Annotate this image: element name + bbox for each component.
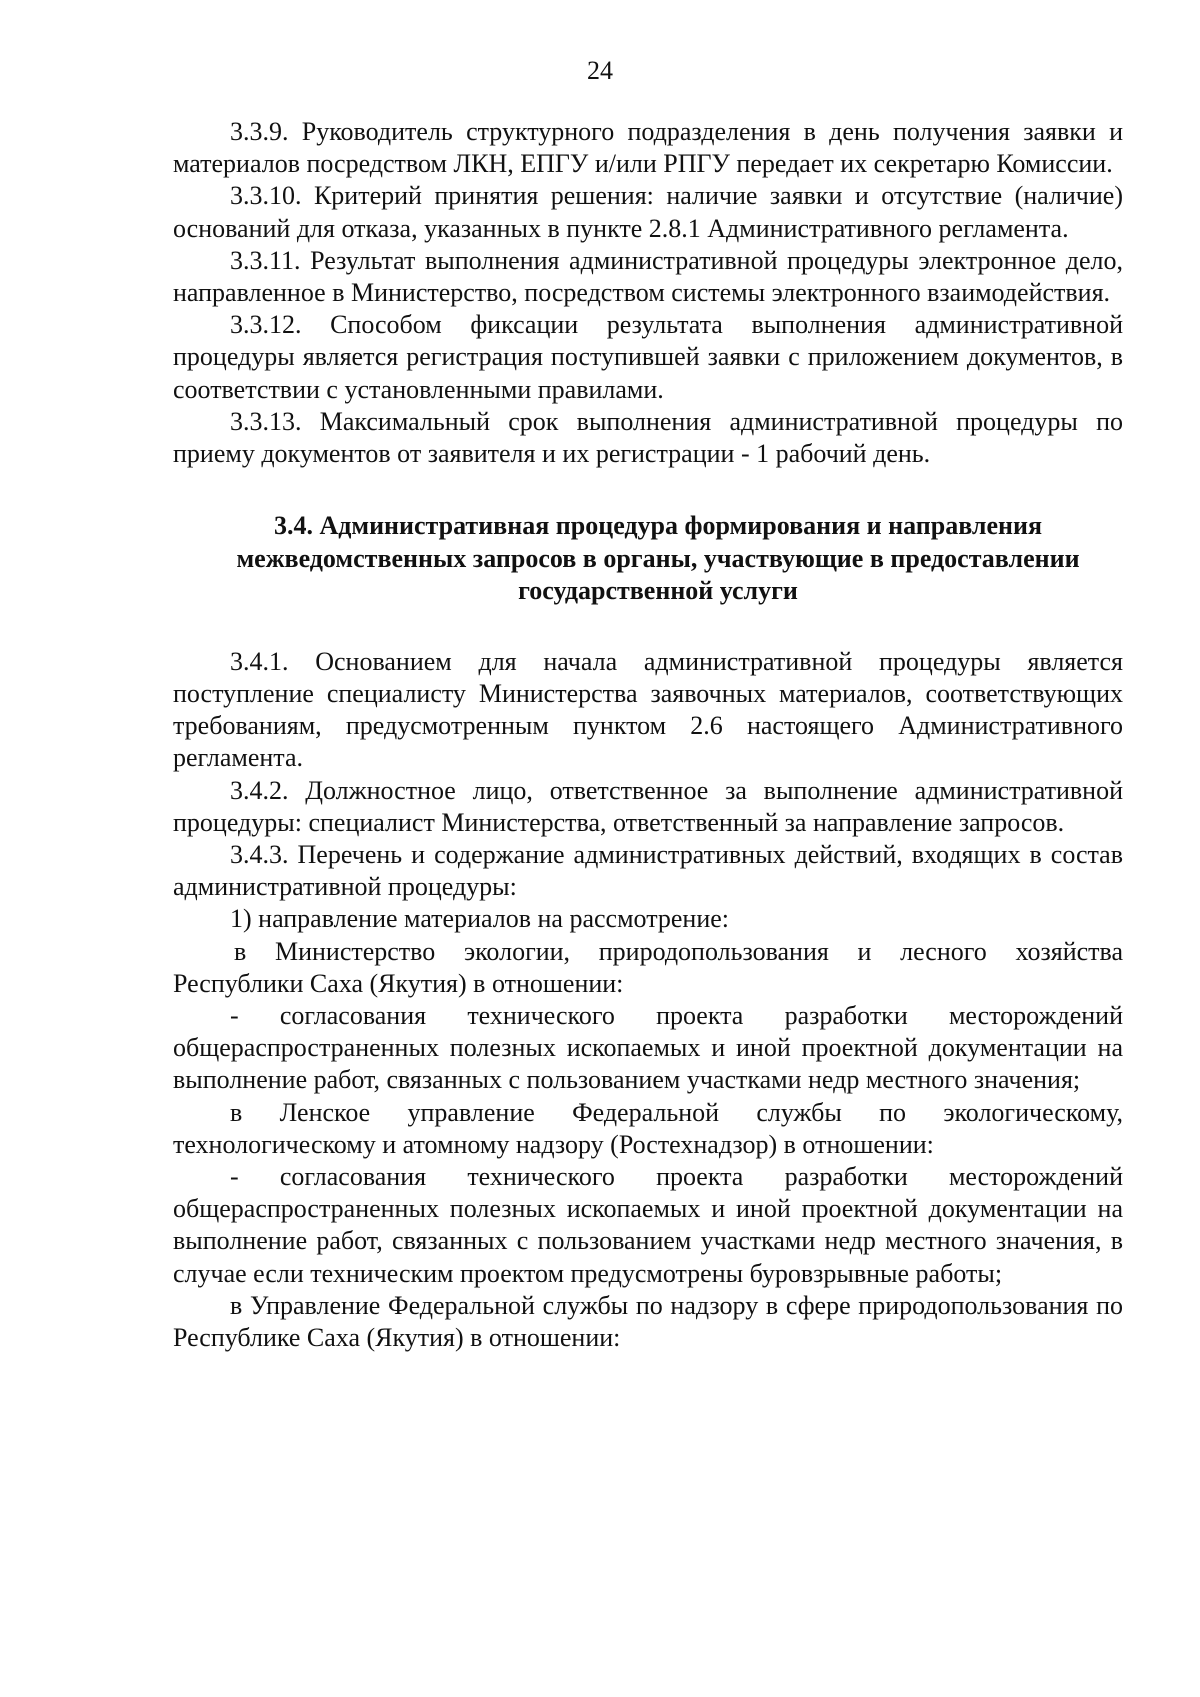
document-body xyxy=(173,116,1123,1354)
list-item-1: 1) направление материалов на рассмотрение: xyxy=(230,904,730,934)
paragraph-rostekhnadzor: в Ленское управление Федеральной службы по экологическому, технологическому и атомному надзору (Ростехнадзор) в отношении: xyxy=(173,1097,1123,1159)
paragraph-3-3-11: 3.3.11. Результат выполнения административной процедуры электронное дело, направленное в Министерство, посредством системы электронного взаимодействия. xyxy=(173,245,1123,308)
bullet-item-ecology: - согласования технического проекта разработки месторождений общераспространенных полезных ископаемых и иной проектной документации на выполнение работ, связанных с пользованием участками недр местного значения; xyxy=(173,1000,1123,1095)
paragraph-3-3-12: 3.3.12. Способом фиксации результата выполнения административной процедуры является регистрация поступившей заявки с приложением документов, в соответствии с установленными правилами. xyxy=(173,310,1123,404)
section-heading-3-4: 3.4. Административная процедура формирования и направления межведомственных запросов в органы, участвующие в предоставлении государственной услуги xyxy=(236,511,1080,606)
paragraph-3-3-13: 3.3.13. Максимальный срок выполнения административной процедуры по приему документов от заявителя и их регистрации - 1 рабочий день. xyxy=(173,406,1123,469)
paragraph-3-3-10: 3.3.10. Критерий принятия решения: наличие заявки и отсутствие (наличие) оснований для отказа, указанных в пункте 2.8.1 Административного регламента. xyxy=(173,181,1123,243)
paragraph-3-4-3: 3.4.3. Перечень и содержание административных действий, входящих в состав административной процедуры: xyxy=(173,839,1123,902)
paragraph-3-3-9: 3.3.9. Руководитель структурного подразделения в день получения заявки и материалов посредством ЛКН, ЕПГУ и/или РПГУ передает их секретарю Комиссии. xyxy=(173,117,1123,179)
paragraph-rosprirodnadzor: в Управление Федеральной службы по надзору в сфере природопользования по Республике Саха (Якутия) в отношении: xyxy=(173,1290,1123,1352)
page-number: 24 xyxy=(587,56,613,85)
paragraph-3-4-2: 3.4.2. Должностное лицо, ответственное за выполнение административной процедуры: специалист Министерства, ответственный за направление запросов. xyxy=(173,775,1123,837)
paragraph-ministry-ecology: в Министерство экологии, природопользования и лесного хозяйства Республики Саха (Якутия) в отношении: xyxy=(173,936,1123,998)
paragraph-3-4-1: 3.4.1. Основанием для начала административной процедуры является поступление специалисту Министерства заявочных материалов, соответствующих требованиям, предусмотренным пунктом 2.6 настоящего Административного регламента. xyxy=(173,646,1123,773)
bullet-item-rostekhnadzor: - согласования технического проекта разработки месторождений общераспространенных полезных ископаемых и иной проектной документации на выполнение работ, связанных с пользованием участками недр местного значения, в случае если техническим проектом предусмотрены буровзрывные работы; xyxy=(173,1161,1123,1288)
